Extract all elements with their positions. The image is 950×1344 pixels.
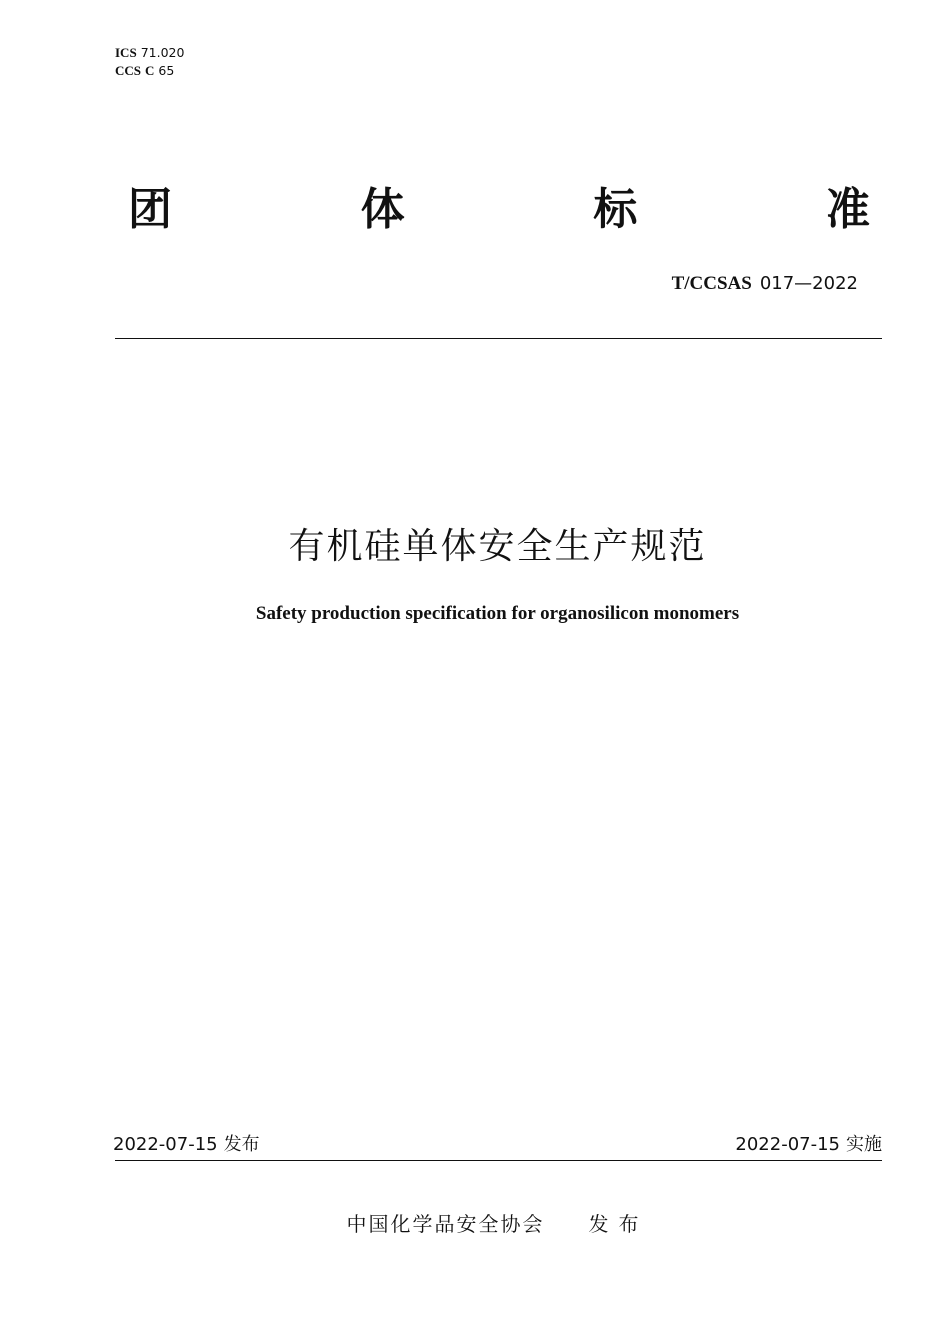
category-char: 团 <box>128 184 172 235</box>
issue-date-label: 发布 <box>223 1134 260 1155</box>
effective-date <box>735 1130 882 1156</box>
standard-category <box>128 180 870 240</box>
ccs-value: 65 <box>158 63 175 78</box>
effective-date-label: 实施 <box>846 1134 882 1155</box>
standard-number <box>672 272 858 295</box>
ccs-class: C <box>145 63 155 78</box>
issue-date <box>113 1130 260 1156</box>
standard-number-prefix: T/CCSAS <box>671 273 752 294</box>
publisher-org: 中国化学品安全协会 <box>346 1212 545 1236</box>
ccs-key: CCS <box>115 63 142 78</box>
classification-codes <box>115 44 184 80</box>
issue-date-value: 2022-07-15 <box>113 1134 218 1155</box>
publisher <box>0 1208 950 1237</box>
category-char: 准 <box>825 184 870 235</box>
top-divider <box>115 338 882 339</box>
category-char: 体 <box>360 184 405 235</box>
document-title-cn: 有机硅单体安全生产规范 <box>288 526 707 567</box>
standard-number-value: 017—2022 <box>759 273 858 294</box>
bottom-divider <box>115 1160 882 1161</box>
ics-code <box>115 44 184 62</box>
document-title-en: Safety production specification for organosilicon monomers <box>255 603 740 624</box>
category-char: 标 <box>593 184 638 235</box>
ics-key: ICS <box>115 45 137 60</box>
ics-value: 71.020 <box>140 45 185 60</box>
ccs-code <box>115 62 184 80</box>
effective-date-value: 2022-07-15 <box>735 1134 840 1155</box>
publisher-action: 发布 <box>588 1212 649 1236</box>
